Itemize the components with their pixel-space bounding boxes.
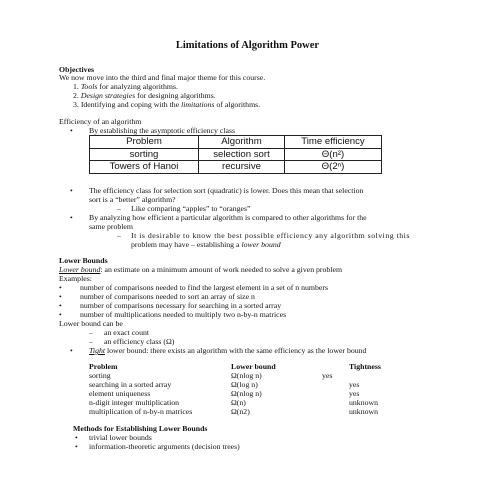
page-title: Limitations of Algorithm Power bbox=[175, 40, 320, 51]
bounds-cell: searching in a sorted array bbox=[89, 380, 172, 389]
efficiency-dash-2-line-2: problem may have – establishing a lower bound bbox=[131, 240, 281, 249]
table-row bbox=[90, 161, 382, 174]
bounds-cell: Ω(log n) bbox=[231, 380, 258, 389]
method-item: information-theoretic arguments (decision trees) bbox=[89, 442, 240, 451]
objective-item: 3. Identifying and coping with the limitations of algorithms. bbox=[73, 100, 261, 109]
can-be-item: an exact count bbox=[104, 328, 150, 337]
lower-bound-can-be: Lower bound can be bbox=[59, 319, 123, 328]
dash-marker: – bbox=[117, 231, 121, 240]
bounds-cell: Ω(nlog n) bbox=[231, 371, 262, 380]
dash-marker: – bbox=[89, 337, 93, 346]
bullet-marker: • bbox=[59, 292, 62, 301]
table-cell: Θ(2ⁿ) bbox=[285, 161, 382, 174]
bounds-header-problem: Problem bbox=[89, 362, 118, 371]
efficiency-bullet-2-line-1: The efficiency class for selection sort (quadratic) is lower. Does this mean that selection bbox=[89, 186, 364, 195]
bounds-cell: element uniqueness bbox=[89, 389, 151, 398]
method-item: trivial lower bounds bbox=[89, 433, 152, 442]
table-row bbox=[90, 148, 382, 161]
tight-lower-bound: Tight lower bound: there exists an algorithm with the same efficiency as the lower bound bbox=[89, 346, 367, 355]
bullet-marker: • bbox=[70, 186, 73, 195]
lower-bound-definition: Lower bound: an estimate on a minimum amount of work needed to solve a given problem bbox=[59, 265, 343, 274]
bullet-marker: • bbox=[70, 213, 73, 222]
bullet-marker: • bbox=[70, 126, 73, 135]
bounds-cell: unknown bbox=[349, 398, 379, 407]
examples-label: Examples: bbox=[59, 274, 92, 283]
example-item: number of comparisons needed to sort an array of size n bbox=[80, 292, 255, 301]
efficiency-bullet-3-line-2: same problem bbox=[89, 222, 133, 231]
bounds-cell: yes bbox=[349, 389, 360, 398]
methods-heading: Methods for Establishing Lower Bounds bbox=[73, 424, 208, 433]
efficiency-dash-1: Like comparing “apples” to “oranges” bbox=[131, 204, 251, 213]
efficiency-bullet-3-line-1: By analyzing how efficient a particular algorithm is compared to other algorithms for the bbox=[89, 213, 367, 222]
lower-bounds-heading: Lower Bounds bbox=[59, 256, 108, 265]
table-header-row bbox=[90, 136, 382, 149]
bullet-marker: • bbox=[59, 283, 62, 292]
bounds-cell: yes bbox=[349, 380, 360, 389]
table-cell: Towers of Hanoi bbox=[90, 161, 199, 174]
table-header-cell: Time efficiency bbox=[285, 136, 382, 149]
can-be-item: an efficiency class (Ω) bbox=[104, 337, 175, 346]
bounds-cell: n-digit integer multiplication bbox=[89, 398, 180, 407]
table-header-cell: Problem bbox=[90, 136, 199, 149]
example-item: number of comparisons necessary for searching in a sorted array bbox=[80, 301, 282, 310]
example-item: number of comparisons needed to find the largest element in a set of n numbers bbox=[80, 283, 328, 292]
efficiency-dash-2-line-1: It is desirable to know the best possible efficiency any algorithm solving this bbox=[131, 231, 410, 240]
bounds-cell: Ω(n) bbox=[231, 398, 246, 407]
bounds-cell: Ω(n2) bbox=[231, 407, 250, 416]
bounds-cell: unknown bbox=[349, 407, 379, 416]
bullet-marker: • bbox=[59, 310, 62, 319]
objectives-heading: Objectives bbox=[59, 65, 95, 74]
objective-item: 2. Design strategies for designing algorithms. bbox=[73, 91, 216, 100]
efficiency-table bbox=[89, 135, 382, 174]
bounds-cell: yes bbox=[322, 371, 333, 380]
table-header-cell: Algorithm bbox=[199, 136, 285, 149]
bounds-cell: multiplication of n-by-n matrices bbox=[89, 407, 193, 416]
objective-item: 1. Tools for analyzing algorithms. bbox=[73, 82, 178, 91]
bounds-header-lower-bound: Lower bound bbox=[231, 362, 276, 371]
objectives-intro: We now move into the third and final major theme for this course. bbox=[59, 73, 266, 82]
bullet-marker: • bbox=[70, 346, 73, 355]
bullet-marker: • bbox=[59, 301, 62, 310]
dash-marker: – bbox=[89, 328, 93, 337]
example-item: number of multiplications needed to multiply two n-by-n matrices bbox=[80, 310, 287, 319]
bounds-header-tightness: Tightness bbox=[349, 362, 381, 371]
efficiency-bullet-1: By establishing the asymptotic efficiency class bbox=[89, 126, 236, 135]
table-cell: Θ(n²) bbox=[285, 148, 382, 161]
bullet-marker: • bbox=[75, 433, 78, 442]
bounds-cell: Ω(nlog n) bbox=[231, 389, 262, 398]
bullet-marker: • bbox=[75, 442, 78, 451]
efficiency-heading: Efficiency of an algorithm bbox=[59, 117, 142, 126]
table-cell: recursive bbox=[199, 161, 285, 174]
table-cell: sorting bbox=[90, 148, 199, 161]
bounds-cell: sorting bbox=[89, 371, 111, 380]
dash-marker: – bbox=[117, 204, 121, 213]
efficiency-bullet-2-line-2: sort is a “better” algorithm? bbox=[89, 195, 176, 204]
table-cell: selection sort bbox=[199, 148, 285, 161]
